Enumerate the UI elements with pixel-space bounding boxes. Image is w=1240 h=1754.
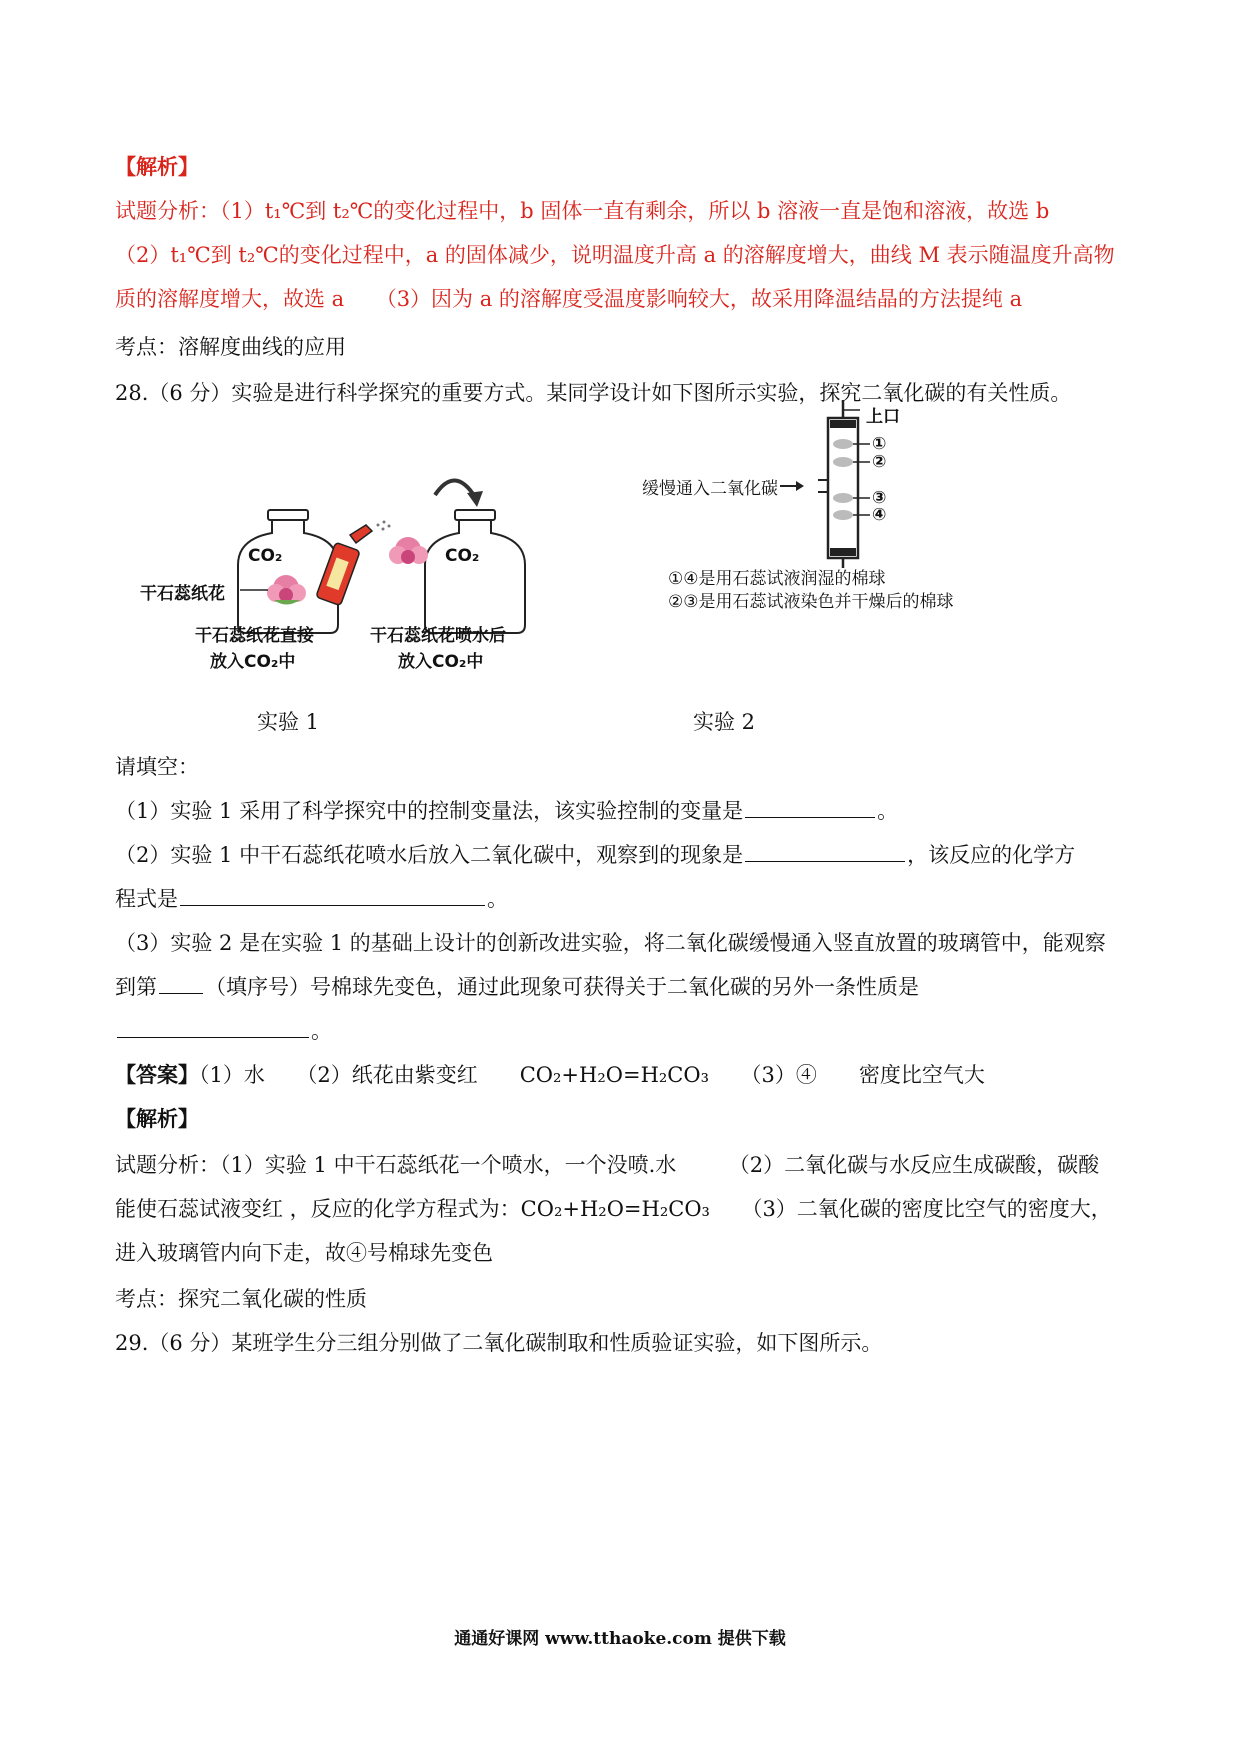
- co2-label-left: CO₂: [248, 546, 283, 566]
- analysis-line: 质的溶解度增大，故选 a （3）因为 a 的溶解度受温度影响较大，故采用降温结晶的方法提纯 a: [115, 287, 1023, 311]
- ball-number-4: ④: [872, 505, 887, 525]
- flower-label: 干石蕊纸花: [140, 584, 225, 604]
- question-part-2-cont: [115, 884, 508, 914]
- cotton-ball-1: [833, 439, 853, 449]
- part-3-lead: 到第: [115, 975, 157, 999]
- top-mouth-label: 上口: [866, 407, 900, 427]
- part-1-end: 。: [877, 799, 899, 823]
- ball-number-3: ③: [872, 488, 887, 508]
- arrow-head-icon: [467, 491, 483, 507]
- analysis-line: （2）t₁℃到 t₂℃的变化过程中，a 的固体减少，说明温度升高 a 的溶解度增大，曲线 M 表示随温度升高物: [115, 243, 1115, 267]
- caption-right-line1: 干石蕊纸花喷水后: [370, 626, 506, 646]
- jar-left: [238, 510, 338, 633]
- part-2-end: 。: [487, 887, 508, 911]
- experiment-2-figure: [800, 398, 920, 568]
- part-2-eq-text: 程式是: [115, 887, 178, 911]
- jar-right: [425, 510, 525, 633]
- part-3-end: 。: [311, 1019, 332, 1043]
- part-1-text: （1）实验 1 采用了科学探究中的控制变量法，该实验控制的变量是: [115, 799, 744, 823]
- answer-blank-2[interactable]: [745, 841, 905, 862]
- analysis-heading: 【解析】: [115, 154, 199, 179]
- page-footer: 通通好课网 www.tthaoke.com 提供下载: [454, 1629, 786, 1649]
- bottom-stopper: [830, 548, 856, 556]
- fill-prompt: 请填空：: [115, 755, 199, 779]
- cotton-ball-4: [833, 510, 853, 520]
- analysis-28-line: 进入玻璃管内向下走，故④号棉球先变色: [115, 1241, 493, 1265]
- flower-sprayed: [389, 537, 428, 564]
- analysis-28-line: 能使石蕊试液变红 ，反应的化学方程式为：CO₂+H₂O=H₂CO₃ （3）二氧化碳的密度比空气的密度大，: [115, 1197, 1112, 1221]
- question-part-3-cont: [115, 972, 919, 1002]
- ball-number-1: ①: [872, 434, 887, 454]
- question-part-3: （3）实验 2 是在实验 1 的基础上设计的创新改进实验，将二氧化碳缓慢通入竖直放置的玻璃管中，能观察: [115, 931, 1106, 955]
- answer-blank-3[interactable]: [180, 885, 485, 906]
- answer-blank-4[interactable]: [159, 973, 203, 994]
- cotton-ball-2: [833, 457, 853, 467]
- part-2-tail: ，该反应的化学方: [907, 843, 1076, 867]
- experiment-2-title: 实验 2: [693, 710, 756, 734]
- kaodian-28: 考点：探究二氧化碳的性质: [115, 1287, 367, 1311]
- analysis-heading-28: 【解析】: [115, 1106, 199, 1131]
- question-28-stem: 28.（6 分）实验是进行科学探究的重要方式。某同学设计如下图所示实验，探究二氧化碳的有关性质。: [115, 381, 1072, 405]
- spray-bottle-icon: [316, 521, 391, 606]
- question-part-1: [115, 796, 898, 826]
- tube-note-1: ①④是用石蕊试液润湿的棉球: [668, 569, 886, 589]
- caption-left-line2: 放入CO₂中: [210, 652, 296, 672]
- experiment-1-title: 实验 1: [257, 710, 320, 734]
- question-29-stem: 29.（6 分）某班学生分三组分别做了二氧化碳制取和性质验证实验，如下图所示。: [115, 1331, 883, 1355]
- answer-blank-1[interactable]: [745, 797, 875, 818]
- co2-label-right: CO₂: [445, 546, 480, 566]
- answer-blank-5[interactable]: [117, 1017, 309, 1038]
- kaodian: 考点：溶解度曲线的应用: [115, 335, 346, 359]
- part-2-text: （2）实验 1 中干石蕊纸花喷水后放入二氧化碳中，观察到的现象是: [115, 843, 744, 867]
- question-part-2: [115, 840, 1075, 870]
- ball-number-2: ②: [872, 452, 887, 472]
- question-part-3-end: [115, 1016, 332, 1046]
- tube-note-2: ②③是用石蕊试液染色并干燥后的棉球: [668, 592, 954, 612]
- inlet-label: 缓慢通入二氧化碳: [642, 479, 778, 499]
- caption-left-line1: 干石蕊纸花直接: [195, 626, 314, 646]
- analysis-line: 试题分析：（1）t₁℃到 t₂℃的变化过程中，b 固体一直有剩余，所以 b 溶液一直是饱和溶液，故选 b: [115, 199, 1050, 223]
- answer-line: [115, 1060, 985, 1090]
- flower-left: [267, 575, 306, 605]
- answer-label: 【答案】: [115, 1062, 199, 1087]
- analysis-28-line: 试题分析：（1）实验 1 中干石蕊纸花一个喷水，一个没喷.水 （2）二氧化碳与水反应生成碳酸，碳酸: [115, 1153, 1100, 1177]
- part-3-text: （填序号）号棉球先变色，通过此现象可获得关于二氧化碳的另外一条性质是: [205, 975, 919, 999]
- answer-text: （1）水 （2）纸花由紫变红 CO₂+H₂O=H₂CO₃ （3）④ 密度比空气大: [199, 1063, 985, 1087]
- top-stopper: [830, 420, 856, 428]
- caption-right-line2: 放入CO₂中: [398, 652, 484, 672]
- cotton-ball-3: [833, 493, 853, 503]
